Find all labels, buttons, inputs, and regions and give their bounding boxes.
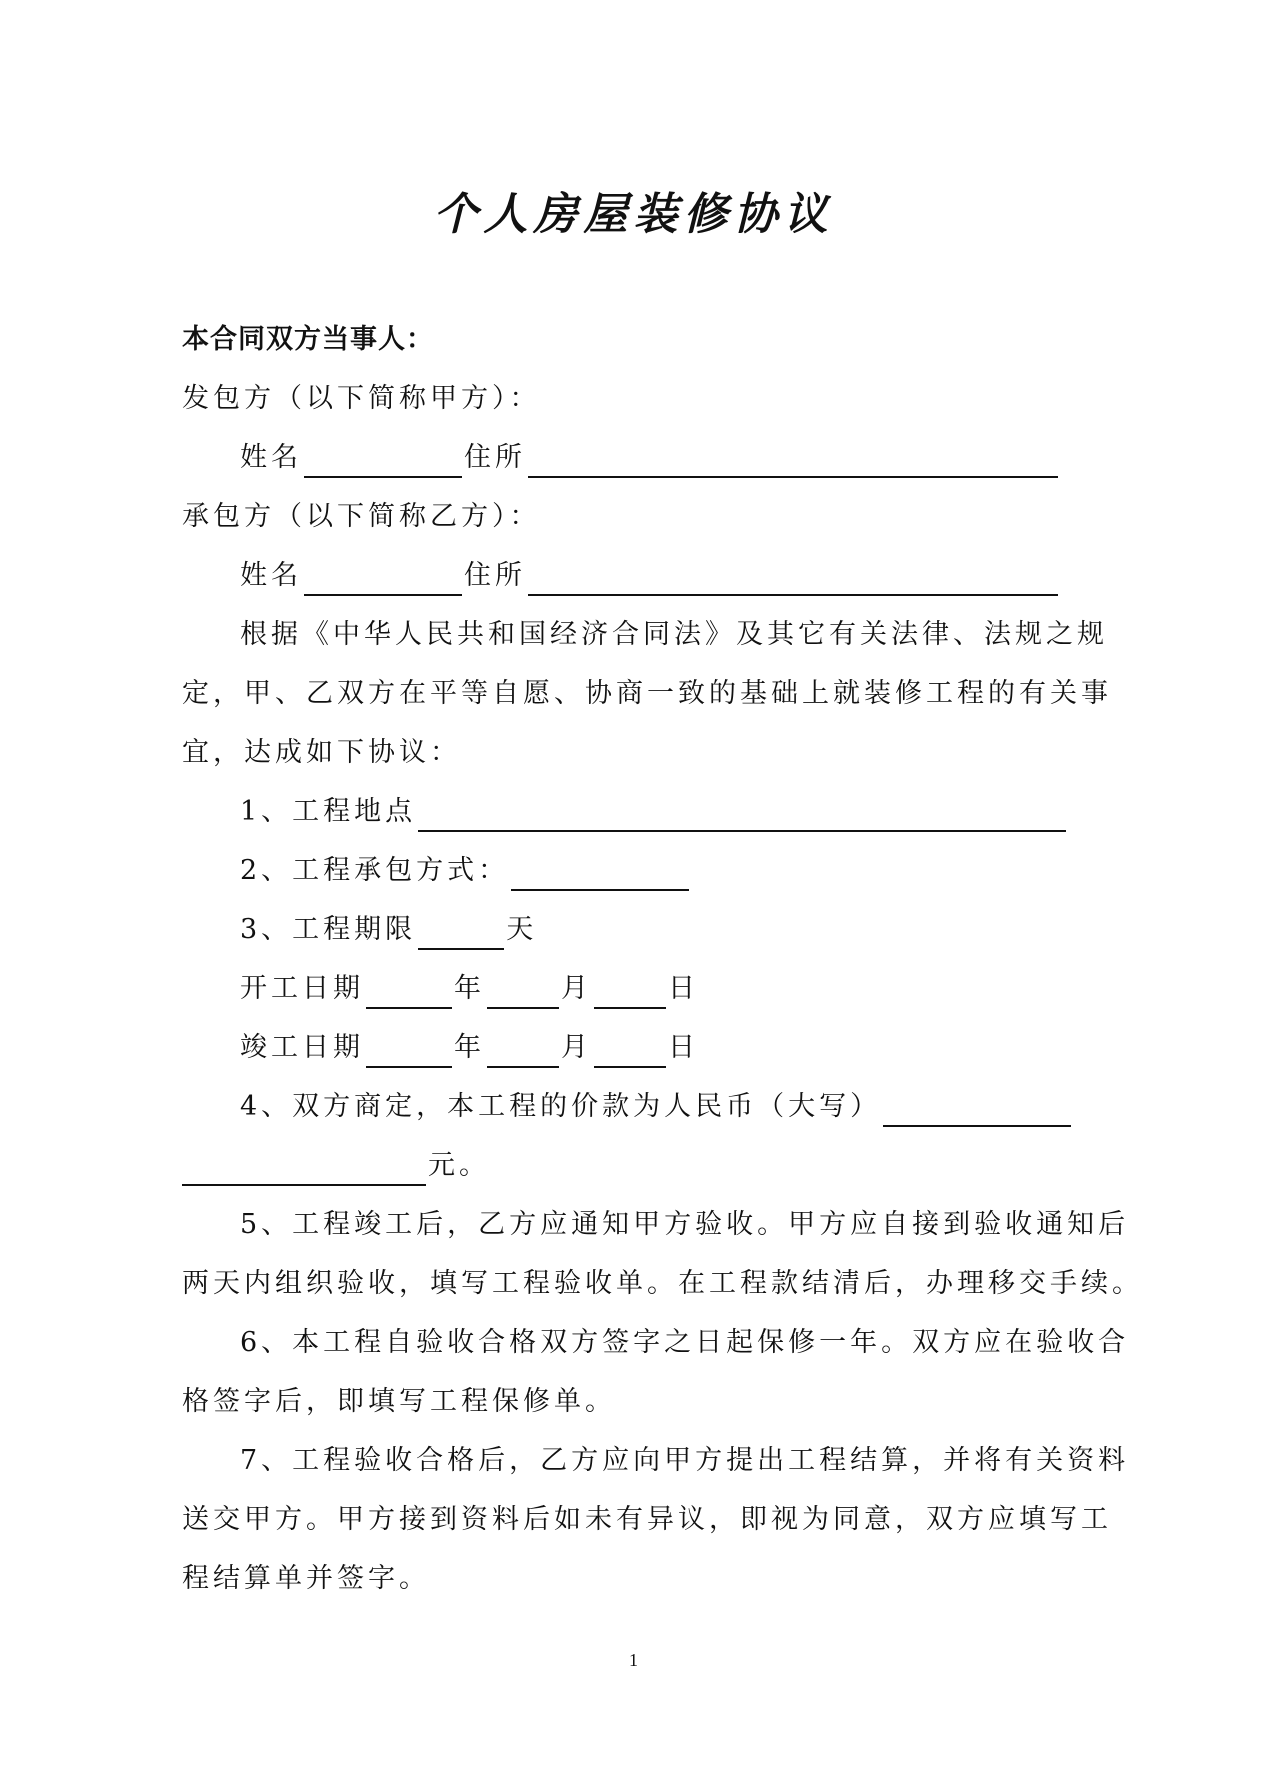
price-blank-2[interactable]	[182, 1154, 426, 1186]
project-location-blank[interactable]	[418, 800, 1066, 832]
item-5-line-2: 两天内组织验收，填写工程验收单。在工程款结清后，办理移交手续。	[182, 1268, 1143, 1299]
end-year-unit: 年	[454, 1032, 485, 1063]
start-year-blank[interactable]	[366, 977, 452, 1009]
start-year-unit: 年	[454, 973, 485, 1004]
end-month-blank[interactable]	[487, 1036, 559, 1068]
party-a-name-label: 姓名	[240, 442, 302, 473]
party-a-label: 发包方（以下简称甲方）：	[182, 383, 541, 414]
start-month-blank[interactable]	[487, 977, 559, 1009]
intro-line-2: 定，甲、乙双方在平等自愿、协商一致的基础上就装修工程的有关事	[182, 678, 1112, 709]
item-6-line-2: 格签字后，即填写工程保修单。	[182, 1386, 616, 1417]
item-3-suffix: 天	[506, 914, 538, 945]
start-month-unit: 月	[561, 973, 592, 1004]
start-day-blank[interactable]	[594, 977, 666, 1009]
party-a-address-blank[interactable]	[528, 446, 1058, 478]
duration-blank[interactable]	[418, 918, 504, 950]
party-b-fields	[240, 556, 1060, 596]
end-day-blank[interactable]	[594, 1036, 666, 1068]
end-month-unit: 月	[561, 1032, 592, 1063]
item-4-label: 4、双方商定，本工程的价款为人民币（大写）	[240, 1091, 882, 1122]
item-6-line-1: 6、本工程自验收合格双方签字之日起保修一年。双方应在验收合	[240, 1327, 1130, 1358]
document-title: 个人房屋装修协议	[433, 189, 834, 240]
intro-line-3: 宜，达成如下协议：	[182, 737, 461, 768]
party-a-address-label: 住所	[464, 442, 526, 473]
party-b-label: 承包方（以下简称乙方）：	[182, 501, 541, 532]
party-b-address-label: 住所	[464, 560, 526, 591]
party-a-fields	[240, 438, 1060, 478]
price-blank-1[interactable]	[883, 1095, 1071, 1127]
parties-heading: 本合同双方当事人：	[182, 324, 434, 355]
contract-method-blank[interactable]	[511, 859, 689, 891]
item-2-label: 2、工程承包方式：	[240, 855, 510, 886]
item-7-line-2: 送交甲方。甲方接到资料后如未有异议，即视为同意，双方应填写工	[182, 1504, 1112, 1535]
end-day-unit: 日	[668, 1032, 699, 1063]
party-b-name-blank[interactable]	[304, 564, 462, 596]
item-2	[240, 851, 691, 891]
item-4-suffix: 元。	[428, 1150, 490, 1181]
item-3-label: 3、工程期限	[240, 914, 417, 945]
item-4-cont	[182, 1146, 490, 1186]
start-date-row	[240, 969, 699, 1009]
start-date-label: 开工日期	[240, 973, 364, 1004]
page-number: 1	[629, 1650, 638, 1670]
party-b-name-label: 姓名	[240, 560, 302, 591]
party-b-address-blank[interactable]	[528, 564, 1058, 596]
item-7-line-3: 程结算单并签字。	[182, 1563, 430, 1594]
item-3	[240, 910, 537, 950]
item-7-line-1: 7、工程验收合格后，乙方应向甲方提出工程结算，并将有关资料	[240, 1445, 1130, 1476]
item-1-label: 1、工程地点	[240, 796, 417, 827]
item-5-line-1: 5、工程竣工后，乙方应通知甲方验收。甲方应自接到验收通知后	[240, 1209, 1130, 1240]
intro-line-1: 根据《中华人民共和国经济合同法》及其它有关法律、法规之规	[240, 619, 1108, 650]
start-day-unit: 日	[668, 973, 699, 1004]
party-a-name-blank[interactable]	[304, 446, 462, 478]
end-date-label: 竣工日期	[240, 1032, 364, 1063]
end-year-blank[interactable]	[366, 1036, 452, 1068]
end-date-row	[240, 1028, 699, 1068]
item-1	[240, 792, 1068, 832]
item-4	[240, 1087, 1073, 1127]
